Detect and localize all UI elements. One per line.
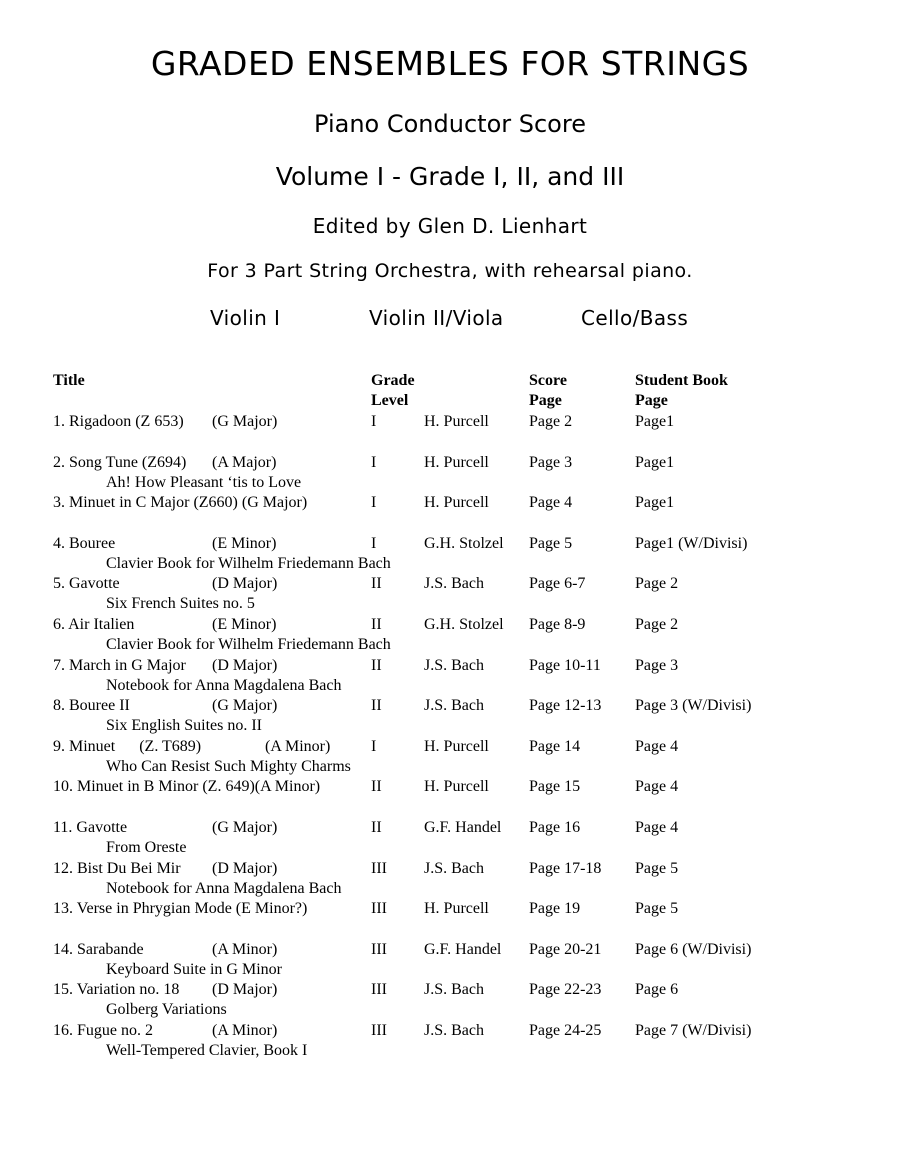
row-key: (A Minor) (254, 778, 321, 796)
row-student-page: Page1 (635, 413, 675, 430)
row-composer: H. Purcell (424, 494, 489, 512)
row-title: 16. Fugue no. 2 (53, 1022, 153, 1039)
part-violin-1: Violin I (210, 306, 281, 330)
row-composer: H. Purcell (424, 453, 489, 471)
row-grade: II (371, 697, 382, 715)
row-grade: I (371, 494, 377, 512)
row-key: (E Minor?) (235, 900, 308, 918)
document-title: GRADED ENSEMBLES FOR STRINGS (150, 44, 750, 83)
part-violin-2-viola: Violin II/Viola (369, 306, 504, 330)
row-key: (D Major) (212, 981, 278, 999)
row-composer: J.S. Bach (424, 697, 484, 715)
row-grade: II (371, 778, 382, 796)
row-key: (G Major) (212, 413, 278, 430)
header-student-book-page: Student Book Page (635, 372, 728, 409)
row-composer: G.H. Stolzel (424, 616, 504, 633)
row-student-page: Page 4 (635, 819, 679, 836)
row-student-page: Page 5 (635, 859, 679, 877)
header-title: Title (53, 372, 85, 389)
row-student-page: Page 6 (635, 981, 679, 999)
row-source: Golberg Variations (106, 1001, 227, 1019)
row-key: (E Minor) (212, 534, 277, 552)
row-composer: H. Purcell (424, 737, 489, 755)
row-grade: III (371, 940, 387, 958)
row-composer: H. Purcell (424, 778, 489, 796)
row-key: (D Major) (212, 859, 278, 877)
row-source: Well-Tempered Clavier, Book I (106, 1042, 308, 1059)
row-score-page: Page 15 (529, 778, 581, 796)
volume-heading: Volume I - Grade I, II, and III (275, 162, 625, 191)
row-composer: J.S. Bach (424, 1022, 484, 1039)
row-title: 15. Variation no. 18 (53, 981, 180, 999)
row-score-page: Page 19 (529, 900, 581, 918)
row-composer: G.F. Handel (424, 940, 502, 958)
row-title-text: 13. Verse in Phrygian Mode (53, 900, 232, 918)
row-grade: I (371, 413, 377, 430)
row-source: From Oreste (106, 839, 187, 856)
row-title (53, 899, 307, 919)
row-grade: I (371, 737, 377, 755)
row-source: Six French Suites no. 5 (106, 595, 255, 613)
row-score-page: Page 3 (529, 453, 573, 471)
row-score-page: Page 6-7 (529, 575, 586, 593)
editor-credit: Edited by Glen D. Lienhart (312, 214, 588, 238)
row-title: 8. Bouree II (53, 697, 130, 715)
row-title (53, 493, 307, 513)
row-student-page: Page 6 (W/Divisi) (635, 940, 752, 958)
row-title: 11. Gavotte (53, 819, 128, 836)
row-student-page: Page 7 (W/Divisi) (635, 1022, 752, 1039)
row-source: Notebook for Anna Magdalena Bach (106, 879, 342, 897)
row-grade: III (371, 859, 387, 877)
row-composer: H. Purcell (424, 413, 489, 430)
row-source: Clavier Book for Wilhelm Friedemann Bach (106, 636, 391, 653)
row-grade: II (371, 819, 382, 836)
row-student-page: Page 2 (635, 616, 679, 633)
row-source: Six English Suites no. II (106, 717, 263, 735)
row-source: Clavier Book for Wilhelm Friedemann Bach (106, 554, 391, 572)
row-key: (D Major) (212, 656, 278, 674)
row-title: 1. Rigadoon (Z 653) (53, 413, 184, 430)
ensemble-description: For 3 Part String Orchestra, with rehearsal piano. (207, 260, 693, 282)
row-composer: G.F. Handel (424, 819, 502, 836)
row-composer: J.S. Bach (424, 575, 484, 593)
row-key: (D Major) (212, 575, 278, 593)
row-score-page: Page 12-13 (529, 697, 602, 715)
row-source: Who Can Resist Such Mighty Charms (106, 757, 351, 775)
row-title: 2. Song Tune (Z694) (53, 453, 187, 471)
row-student-page: Page1 (W/Divisi) (635, 534, 748, 552)
row-student-page: Page1 (635, 453, 675, 471)
row-key: (G Major) (241, 494, 308, 512)
row-title-text: 3. Minuet in C Major (Z660) (53, 494, 238, 512)
row-student-page: Page 5 (635, 900, 679, 918)
header-grade-level: Grade Level (371, 372, 415, 409)
row-title: 6. Air Italien (53, 616, 135, 633)
row-score-page: Page 17-18 (529, 859, 602, 877)
row-key: (A Minor) (265, 737, 331, 755)
row-title (53, 777, 320, 797)
row-score-page: Page 4 (529, 494, 573, 512)
row-score-page: Page 22-23 (529, 981, 602, 999)
row-score-page: Page 16 (529, 819, 581, 836)
row-title-text: 10. Minuet in B Minor (Z. 649) (53, 778, 255, 796)
row-source: Notebook for Anna Magdalena Bach (106, 676, 342, 694)
row-composer: J.S. Bach (424, 981, 484, 999)
row-student-page: Page 3 (W/Divisi) (635, 697, 752, 715)
row-title: 9. Minuet (Z. T689) (53, 737, 202, 755)
row-student-page: Page 4 (635, 778, 679, 796)
row-student-page: Page 3 (635, 656, 679, 674)
row-title: 12. Bist Du Bei Mir (53, 859, 181, 877)
row-grade: II (371, 616, 382, 633)
row-grade: III (371, 981, 387, 999)
row-key: (A Minor) (212, 1022, 278, 1039)
document-subtitle: Piano Conductor Score (314, 110, 586, 138)
row-score-page: Page 20-21 (529, 940, 602, 958)
row-composer: J.S. Bach (424, 859, 484, 877)
row-score-page: Page 2 (529, 413, 573, 430)
row-title: 14. Sarabande (53, 940, 144, 958)
row-title: 7. March in G Major (53, 656, 186, 674)
row-grade: II (371, 575, 382, 593)
row-title: 4. Bouree (53, 534, 116, 552)
row-grade: III (371, 900, 387, 918)
row-key: (G Major) (212, 819, 278, 836)
row-key: (E Minor) (212, 616, 277, 633)
row-grade: II (371, 656, 382, 674)
row-source: Ah! How Pleasant ‘tis to Love (106, 473, 302, 491)
row-grade: I (371, 534, 377, 552)
row-score-page: Page 10-11 (529, 656, 601, 674)
row-key: (A Major) (212, 453, 277, 471)
row-student-page: Page 4 (635, 737, 679, 755)
row-score-page: Page 8-9 (529, 616, 586, 633)
part-cello-bass: Cello/Bass (581, 306, 689, 330)
row-score-page: Page 5 (529, 534, 573, 552)
row-student-page: Page1 (635, 494, 675, 512)
row-grade: III (371, 1022, 387, 1039)
row-title: 5. Gavotte (53, 575, 120, 593)
row-key: (G Major) (212, 697, 278, 715)
row-composer: J.S. Bach (424, 656, 484, 674)
row-score-page: Page 14 (529, 737, 581, 755)
row-key: (A Minor) (212, 940, 278, 958)
row-grade: I (371, 453, 377, 471)
row-composer: H. Purcell (424, 900, 489, 918)
header-score-page: Score Page (529, 372, 567, 409)
row-student-page: Page 2 (635, 575, 679, 593)
row-source: Keyboard Suite in G Minor (106, 960, 282, 978)
row-composer: G.H. Stolzel (424, 534, 504, 552)
row-score-page: Page 24-25 (529, 1022, 602, 1039)
